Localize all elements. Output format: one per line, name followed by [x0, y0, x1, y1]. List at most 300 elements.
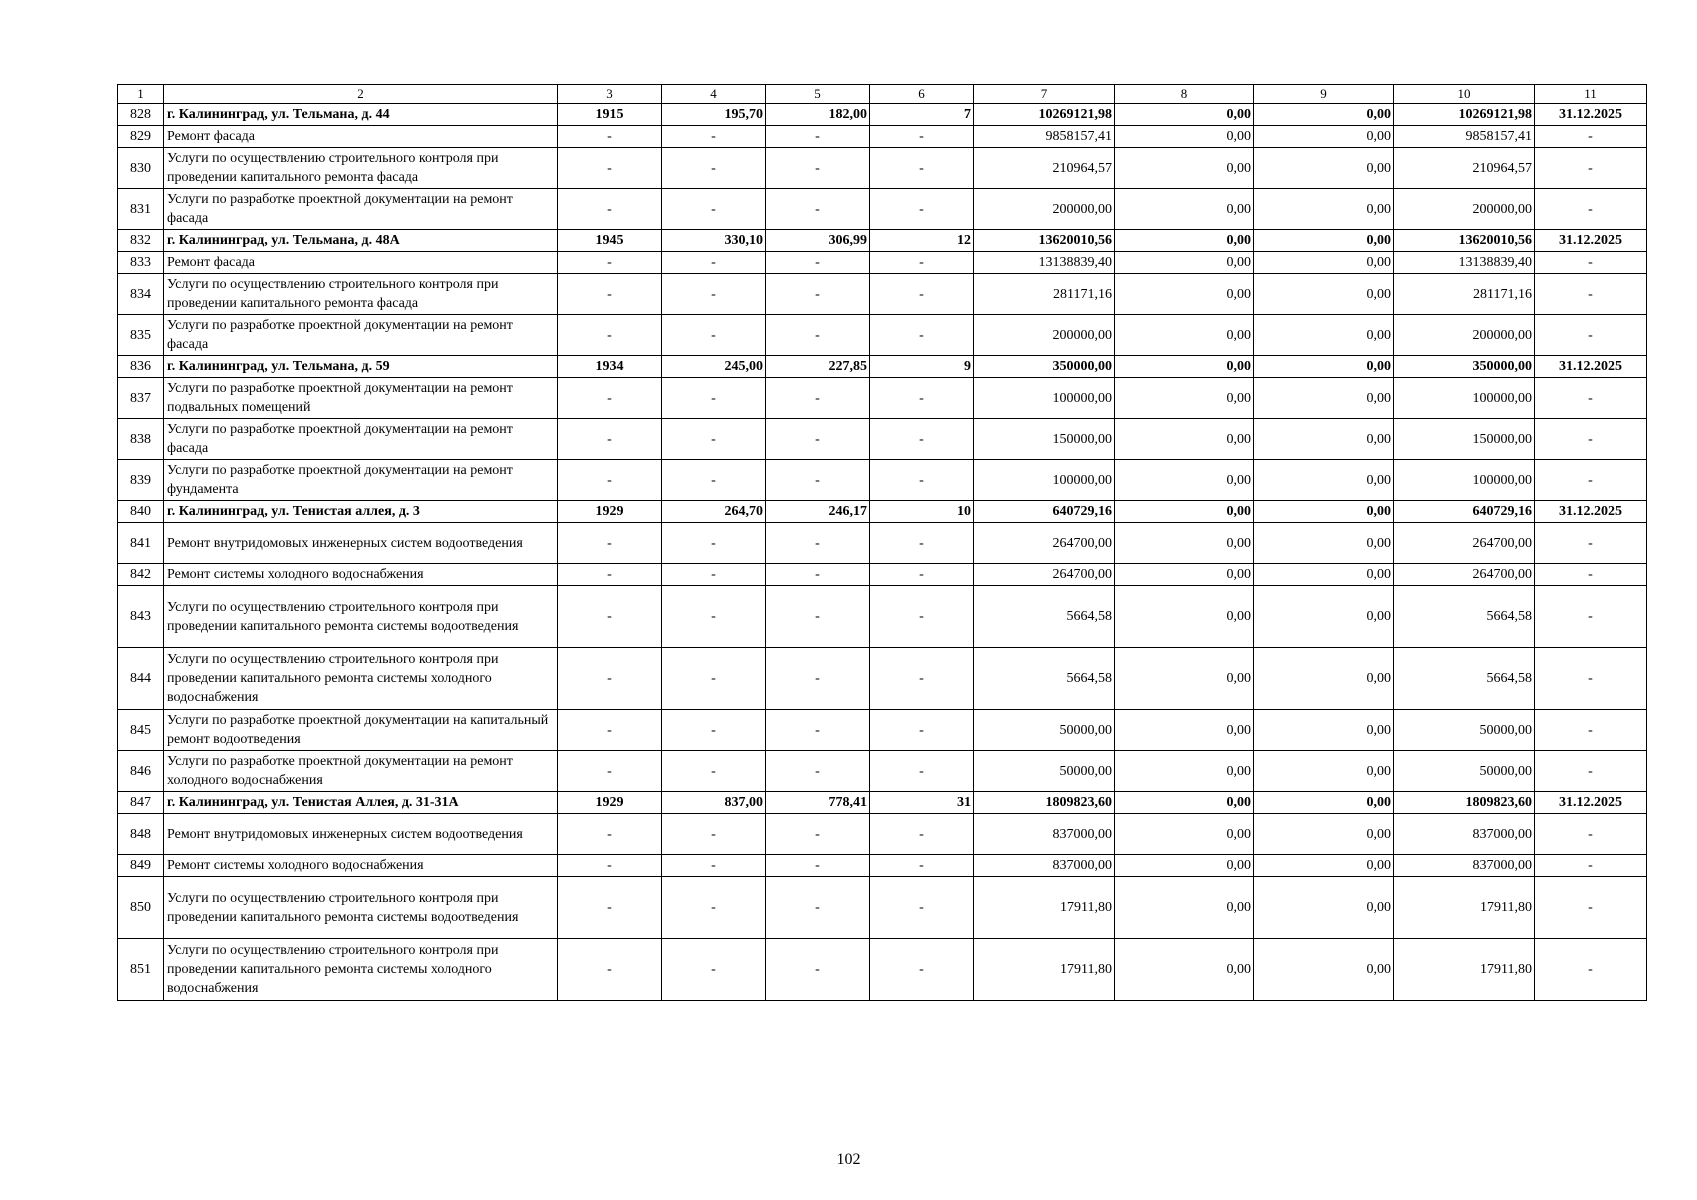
description-cell: Услуги по осуществлению строительного контроля при проведении капитального ремонта фасада: [164, 148, 558, 189]
value-cell-c10: 100000,00: [1394, 460, 1535, 501]
value-cell-c5: 306,99: [766, 230, 870, 252]
description-cell: Ремонт внутридомовых инженерных систем водоотведения: [164, 814, 558, 855]
value-cell-c3: -: [558, 148, 662, 189]
value-cell-c5: -: [766, 460, 870, 501]
value-cell-c11: -: [1535, 814, 1647, 855]
row-number-cell: 845: [118, 710, 164, 751]
value-cell-c11: 31.12.2025: [1535, 104, 1647, 126]
table-row: [118, 189, 1647, 230]
value-cell-c8: 0,00: [1115, 230, 1254, 252]
table-row: [118, 648, 1647, 710]
value-cell-c7: 1809823,60: [974, 792, 1115, 814]
value-cell-c5: -: [766, 648, 870, 710]
table-row-address: [118, 230, 1647, 252]
value-cell-c5: 246,17: [766, 501, 870, 523]
table-row-address: [118, 104, 1647, 126]
value-cell-c6: -: [870, 648, 974, 710]
value-cell-c4: -: [662, 378, 766, 419]
value-cell-c5: -: [766, 419, 870, 460]
value-cell-c3: -: [558, 523, 662, 564]
description-cell: г. Калининград, ул. Тельмана, д. 59: [164, 356, 558, 378]
row-number-cell: 839: [118, 460, 164, 501]
value-cell-c6: -: [870, 751, 974, 792]
value-cell-c5: -: [766, 877, 870, 939]
value-cell-c3: 1929: [558, 501, 662, 523]
value-cell-c11: -: [1535, 126, 1647, 148]
value-cell-c8: 0,00: [1115, 252, 1254, 274]
value-cell-c11: -: [1535, 710, 1647, 751]
value-cell-c6: -: [870, 855, 974, 877]
column-number-header-row: [118, 85, 1647, 104]
description-cell: Услуги по разработке проектной документации на ремонт холодного водоснабжения: [164, 751, 558, 792]
column-header: 7: [974, 85, 1115, 104]
table-row-address: [118, 356, 1647, 378]
value-cell-c7: 100000,00: [974, 460, 1115, 501]
value-cell-c7: 100000,00: [974, 378, 1115, 419]
value-cell-c5: -: [766, 855, 870, 877]
value-cell-c8: 0,00: [1115, 751, 1254, 792]
value-cell-c11: 31.12.2025: [1535, 356, 1647, 378]
value-cell-c10: 350000,00: [1394, 356, 1535, 378]
row-number-cell: 841: [118, 523, 164, 564]
value-cell-c11: 31.12.2025: [1535, 501, 1647, 523]
description-cell: Услуги по осуществлению строительного контроля при проведении капитального ремонта системы холодного водоснабжения: [164, 648, 558, 710]
value-cell-c4: -: [662, 252, 766, 274]
table-row-address: [118, 501, 1647, 523]
value-cell-c9: 0,00: [1254, 356, 1394, 378]
value-cell-c6: -: [870, 126, 974, 148]
description-cell: Ремонт внутридомовых инженерных систем водоотведения: [164, 523, 558, 564]
table-row: [118, 274, 1647, 315]
row-number-cell: 850: [118, 877, 164, 939]
value-cell-c7: 13138839,40: [974, 252, 1115, 274]
value-cell-c6: 12: [870, 230, 974, 252]
value-cell-c9: 0,00: [1254, 460, 1394, 501]
value-cell-c4: -: [662, 586, 766, 648]
value-cell-c4: -: [662, 523, 766, 564]
value-cell-c7: 837000,00: [974, 855, 1115, 877]
value-cell-c4: -: [662, 419, 766, 460]
value-cell-c3: -: [558, 378, 662, 419]
value-cell-c6: -: [870, 939, 974, 1001]
value-cell-c9: 0,00: [1254, 419, 1394, 460]
value-cell-c5: -: [766, 564, 870, 586]
value-cell-c7: 264700,00: [974, 564, 1115, 586]
value-cell-c10: 17911,80: [1394, 877, 1535, 939]
value-cell-c11: -: [1535, 189, 1647, 230]
value-cell-c5: 182,00: [766, 104, 870, 126]
row-number-cell: 835: [118, 315, 164, 356]
value-cell-c10: 50000,00: [1394, 751, 1535, 792]
value-cell-c6: -: [870, 814, 974, 855]
value-cell-c4: 245,00: [662, 356, 766, 378]
value-cell-c3: -: [558, 126, 662, 148]
value-cell-c9: 0,00: [1254, 523, 1394, 564]
value-cell-c7: 13620010,56: [974, 230, 1115, 252]
value-cell-c10: 5664,58: [1394, 648, 1535, 710]
value-cell-c11: -: [1535, 378, 1647, 419]
value-cell-c3: -: [558, 189, 662, 230]
value-cell-c8: 0,00: [1115, 648, 1254, 710]
description-cell: Услуги по осуществлению строительного контроля при проведении капитального ремонта системы водоотведения: [164, 586, 558, 648]
description-cell: Услуги по осуществлению строительного контроля при проведении капитального ремонта системы водоотведения: [164, 877, 558, 939]
table-row: [118, 126, 1647, 148]
description-cell: г. Калининград, ул. Тенистая Аллея, д. 31-31А: [164, 792, 558, 814]
table-row: [118, 252, 1647, 274]
value-cell-c4: -: [662, 126, 766, 148]
value-cell-c8: 0,00: [1115, 378, 1254, 419]
value-cell-c9: 0,00: [1254, 710, 1394, 751]
table-row: [118, 855, 1647, 877]
row-number-cell: 836: [118, 356, 164, 378]
value-cell-c4: -: [662, 460, 766, 501]
value-cell-c7: 9858157,41: [974, 126, 1115, 148]
value-cell-c3: -: [558, 419, 662, 460]
value-cell-c4: -: [662, 855, 766, 877]
value-cell-c4: -: [662, 814, 766, 855]
value-cell-c3: 1915: [558, 104, 662, 126]
value-cell-c3: -: [558, 710, 662, 751]
value-cell-c8: 0,00: [1115, 148, 1254, 189]
description-cell: Услуги по разработке проектной документации на ремонт фасада: [164, 419, 558, 460]
value-cell-c4: -: [662, 710, 766, 751]
table-row: [118, 378, 1647, 419]
value-cell-c11: -: [1535, 877, 1647, 939]
table-row: [118, 939, 1647, 1001]
value-cell-c6: -: [870, 315, 974, 356]
value-cell-c7: 150000,00: [974, 419, 1115, 460]
value-cell-c10: 264700,00: [1394, 523, 1535, 564]
value-cell-c11: 31.12.2025: [1535, 230, 1647, 252]
value-cell-c4: 837,00: [662, 792, 766, 814]
value-cell-c3: -: [558, 939, 662, 1001]
description-cell: Ремонт системы холодного водоснабжения: [164, 564, 558, 586]
table-row: [118, 814, 1647, 855]
description-cell: г. Калининград, ул. Тельмана, д. 48А: [164, 230, 558, 252]
value-cell-c11: -: [1535, 586, 1647, 648]
table-row: [118, 148, 1647, 189]
value-cell-c5: -: [766, 814, 870, 855]
value-cell-c6: 9: [870, 356, 974, 378]
value-cell-c8: 0,00: [1115, 814, 1254, 855]
value-cell-c7: 200000,00: [974, 315, 1115, 356]
column-header: 9: [1254, 85, 1394, 104]
value-cell-c9: 0,00: [1254, 877, 1394, 939]
row-number-cell: 846: [118, 751, 164, 792]
value-cell-c8: 0,00: [1115, 189, 1254, 230]
value-cell-c8: 0,00: [1115, 419, 1254, 460]
value-cell-c5: -: [766, 252, 870, 274]
value-cell-c10: 17911,80: [1394, 939, 1535, 1001]
row-number-cell: 830: [118, 148, 164, 189]
value-cell-c3: -: [558, 315, 662, 356]
value-cell-c6: -: [870, 460, 974, 501]
value-cell-c6: -: [870, 877, 974, 939]
value-cell-c4: -: [662, 564, 766, 586]
value-cell-c10: 210964,57: [1394, 148, 1535, 189]
value-cell-c9: 0,00: [1254, 501, 1394, 523]
description-cell: Услуги по разработке проектной документации на капитальный ремонт водоотведения: [164, 710, 558, 751]
value-cell-c9: 0,00: [1254, 586, 1394, 648]
value-cell-c11: -: [1535, 148, 1647, 189]
value-cell-c5: -: [766, 315, 870, 356]
value-cell-c6: 10: [870, 501, 974, 523]
description-cell: Услуги по разработке проектной документации на ремонт фасада: [164, 315, 558, 356]
value-cell-c4: -: [662, 274, 766, 315]
value-cell-c11: -: [1535, 939, 1647, 1001]
value-cell-c7: 350000,00: [974, 356, 1115, 378]
value-cell-c5: -: [766, 939, 870, 1001]
table-row: [118, 419, 1647, 460]
row-number-cell: 848: [118, 814, 164, 855]
table-row-address: [118, 792, 1647, 814]
value-cell-c4: 330,10: [662, 230, 766, 252]
value-cell-c6: 31: [870, 792, 974, 814]
value-cell-c6: -: [870, 274, 974, 315]
row-number-cell: 832: [118, 230, 164, 252]
value-cell-c8: 0,00: [1115, 356, 1254, 378]
value-cell-c5: -: [766, 126, 870, 148]
value-cell-c6: -: [870, 252, 974, 274]
value-cell-c10: 281171,16: [1394, 274, 1535, 315]
value-cell-c10: 10269121,98: [1394, 104, 1535, 126]
value-cell-c10: 13138839,40: [1394, 252, 1535, 274]
row-number-cell: 837: [118, 378, 164, 419]
value-cell-c8: 0,00: [1115, 939, 1254, 1001]
value-cell-c10: 200000,00: [1394, 315, 1535, 356]
value-cell-c11: 31.12.2025: [1535, 792, 1647, 814]
value-cell-c5: 227,85: [766, 356, 870, 378]
value-cell-c6: 7: [870, 104, 974, 126]
table-row: [118, 586, 1647, 648]
value-cell-c11: -: [1535, 315, 1647, 356]
value-cell-c10: 837000,00: [1394, 814, 1535, 855]
value-cell-c3: 1934: [558, 356, 662, 378]
description-cell: Услуги по осуществлению строительного контроля при проведении капитального ремонта фасада: [164, 274, 558, 315]
value-cell-c9: 0,00: [1254, 104, 1394, 126]
value-cell-c11: -: [1535, 855, 1647, 877]
column-header: 10: [1394, 85, 1535, 104]
row-number-cell: 847: [118, 792, 164, 814]
value-cell-c9: 0,00: [1254, 751, 1394, 792]
value-cell-c8: 0,00: [1115, 104, 1254, 126]
row-number-cell: 843: [118, 586, 164, 648]
value-cell-c10: 264700,00: [1394, 564, 1535, 586]
value-cell-c6: -: [870, 586, 974, 648]
value-cell-c11: -: [1535, 564, 1647, 586]
value-cell-c4: -: [662, 939, 766, 1001]
value-cell-c9: 0,00: [1254, 378, 1394, 419]
value-cell-c7: 640729,16: [974, 501, 1115, 523]
value-cell-c9: 0,00: [1254, 814, 1394, 855]
description-cell: Ремонт фасада: [164, 126, 558, 148]
value-cell-c10: 5664,58: [1394, 586, 1535, 648]
value-cell-c6: -: [870, 710, 974, 751]
value-cell-c7: 200000,00: [974, 189, 1115, 230]
column-header: 2: [164, 85, 558, 104]
value-cell-c10: 200000,00: [1394, 189, 1535, 230]
row-number-cell: 829: [118, 126, 164, 148]
table-row: [118, 710, 1647, 751]
row-number-cell: 840: [118, 501, 164, 523]
value-cell-c3: -: [558, 252, 662, 274]
value-cell-c8: 0,00: [1115, 523, 1254, 564]
description-cell: г. Калининград, ул. Тенистая аллея, д. 3: [164, 501, 558, 523]
value-cell-c3: -: [558, 274, 662, 315]
value-cell-c8: 0,00: [1115, 126, 1254, 148]
value-cell-c10: 13620010,56: [1394, 230, 1535, 252]
row-number-cell: 842: [118, 564, 164, 586]
value-cell-c9: 0,00: [1254, 189, 1394, 230]
value-cell-c7: 17911,80: [974, 877, 1115, 939]
value-cell-c10: 150000,00: [1394, 419, 1535, 460]
value-cell-c9: 0,00: [1254, 252, 1394, 274]
value-cell-c9: 0,00: [1254, 564, 1394, 586]
column-header: 6: [870, 85, 974, 104]
value-cell-c7: 210964,57: [974, 148, 1115, 189]
value-cell-c10: 1809823,60: [1394, 792, 1535, 814]
value-cell-c7: 264700,00: [974, 523, 1115, 564]
value-cell-c11: -: [1535, 274, 1647, 315]
description-cell: Ремонт системы холодного водоснабжения: [164, 855, 558, 877]
value-cell-c9: 0,00: [1254, 939, 1394, 1001]
value-cell-c4: 195,70: [662, 104, 766, 126]
value-cell-c4: -: [662, 189, 766, 230]
row-number-cell: 828: [118, 104, 164, 126]
value-cell-c4: -: [662, 877, 766, 939]
value-cell-c10: 50000,00: [1394, 710, 1535, 751]
value-cell-c7: 50000,00: [974, 710, 1115, 751]
row-number-cell: 833: [118, 252, 164, 274]
value-cell-c5: -: [766, 378, 870, 419]
description-cell: Услуги по разработке проектной документации на ремонт фасада: [164, 189, 558, 230]
value-cell-c9: 0,00: [1254, 274, 1394, 315]
value-cell-c5: -: [766, 523, 870, 564]
table-body: [118, 104, 1647, 1001]
value-cell-c9: 0,00: [1254, 315, 1394, 356]
value-cell-c11: -: [1535, 252, 1647, 274]
value-cell-c10: 837000,00: [1394, 855, 1535, 877]
value-cell-c9: 0,00: [1254, 126, 1394, 148]
table-row: [118, 315, 1647, 356]
value-cell-c10: 9858157,41: [1394, 126, 1535, 148]
repair-program-table: [117, 84, 1647, 1001]
value-cell-c8: 0,00: [1115, 710, 1254, 751]
value-cell-c3: -: [558, 564, 662, 586]
value-cell-c4: -: [662, 648, 766, 710]
column-header: 8: [1115, 85, 1254, 104]
value-cell-c5: -: [766, 274, 870, 315]
value-cell-c3: -: [558, 877, 662, 939]
value-cell-c3: 1929: [558, 792, 662, 814]
value-cell-c8: 0,00: [1115, 501, 1254, 523]
value-cell-c10: 100000,00: [1394, 378, 1535, 419]
value-cell-c11: -: [1535, 523, 1647, 564]
column-header: 5: [766, 85, 870, 104]
table-row: [118, 751, 1647, 792]
column-header: 3: [558, 85, 662, 104]
value-cell-c7: 5664,58: [974, 586, 1115, 648]
row-number-cell: 844: [118, 648, 164, 710]
value-cell-c8: 0,00: [1115, 274, 1254, 315]
description-cell: Услуги по разработке проектной документации на ремонт подвальных помещений: [164, 378, 558, 419]
value-cell-c6: -: [870, 189, 974, 230]
row-number-cell: 831: [118, 189, 164, 230]
description-cell: Услуги по разработке проектной документации на ремонт фундамента: [164, 460, 558, 501]
value-cell-c11: -: [1535, 460, 1647, 501]
table-row: [118, 460, 1647, 501]
value-cell-c3: -: [558, 648, 662, 710]
value-cell-c5: -: [766, 751, 870, 792]
value-cell-c10: 640729,16: [1394, 501, 1535, 523]
page-number: 102: [836, 1151, 861, 1168]
value-cell-c7: 837000,00: [974, 814, 1115, 855]
row-number-cell: 834: [118, 274, 164, 315]
value-cell-c8: 0,00: [1115, 792, 1254, 814]
value-cell-c11: -: [1535, 751, 1647, 792]
value-cell-c8: 0,00: [1115, 586, 1254, 648]
value-cell-c6: -: [870, 419, 974, 460]
column-header: 1: [118, 85, 164, 104]
value-cell-c8: 0,00: [1115, 315, 1254, 356]
value-cell-c6: -: [870, 378, 974, 419]
description-cell: Ремонт фасада: [164, 252, 558, 274]
value-cell-c5: -: [766, 710, 870, 751]
value-cell-c6: -: [870, 523, 974, 564]
value-cell-c8: 0,00: [1115, 877, 1254, 939]
row-number-cell: 851: [118, 939, 164, 1001]
value-cell-c5: 778,41: [766, 792, 870, 814]
value-cell-c8: 0,00: [1115, 855, 1254, 877]
row-number-cell: 838: [118, 419, 164, 460]
value-cell-c7: 10269121,98: [974, 104, 1115, 126]
value-cell-c7: 5664,58: [974, 648, 1115, 710]
value-cell-c6: -: [870, 564, 974, 586]
value-cell-c4: -: [662, 751, 766, 792]
value-cell-c3: -: [558, 460, 662, 501]
value-cell-c3: -: [558, 855, 662, 877]
value-cell-c5: -: [766, 148, 870, 189]
table-row: [118, 523, 1647, 564]
value-cell-c3: 1945: [558, 230, 662, 252]
value-cell-c11: -: [1535, 419, 1647, 460]
value-cell-c4: 264,70: [662, 501, 766, 523]
description-cell: г. Калининград, ул. Тельмана, д. 44: [164, 104, 558, 126]
value-cell-c3: -: [558, 586, 662, 648]
description-cell: Услуги по осуществлению строительного контроля при проведении капитального ремонта системы холодного водоснабжения: [164, 939, 558, 1001]
value-cell-c9: 0,00: [1254, 792, 1394, 814]
value-cell-c5: -: [766, 189, 870, 230]
value-cell-c3: -: [558, 751, 662, 792]
value-cell-c7: 17911,80: [974, 939, 1115, 1001]
value-cell-c6: -: [870, 148, 974, 189]
column-header: 11: [1535, 85, 1647, 104]
value-cell-c4: -: [662, 315, 766, 356]
value-cell-c7: 50000,00: [974, 751, 1115, 792]
column-header: 4: [662, 85, 766, 104]
value-cell-c9: 0,00: [1254, 855, 1394, 877]
value-cell-c5: -: [766, 586, 870, 648]
value-cell-c3: -: [558, 814, 662, 855]
value-cell-c7: 281171,16: [974, 274, 1115, 315]
value-cell-c9: 0,00: [1254, 648, 1394, 710]
value-cell-c4: -: [662, 148, 766, 189]
value-cell-c8: 0,00: [1115, 460, 1254, 501]
value-cell-c9: 0,00: [1254, 148, 1394, 189]
table-row: [118, 877, 1647, 939]
table-row: [118, 564, 1647, 586]
value-cell-c11: -: [1535, 648, 1647, 710]
